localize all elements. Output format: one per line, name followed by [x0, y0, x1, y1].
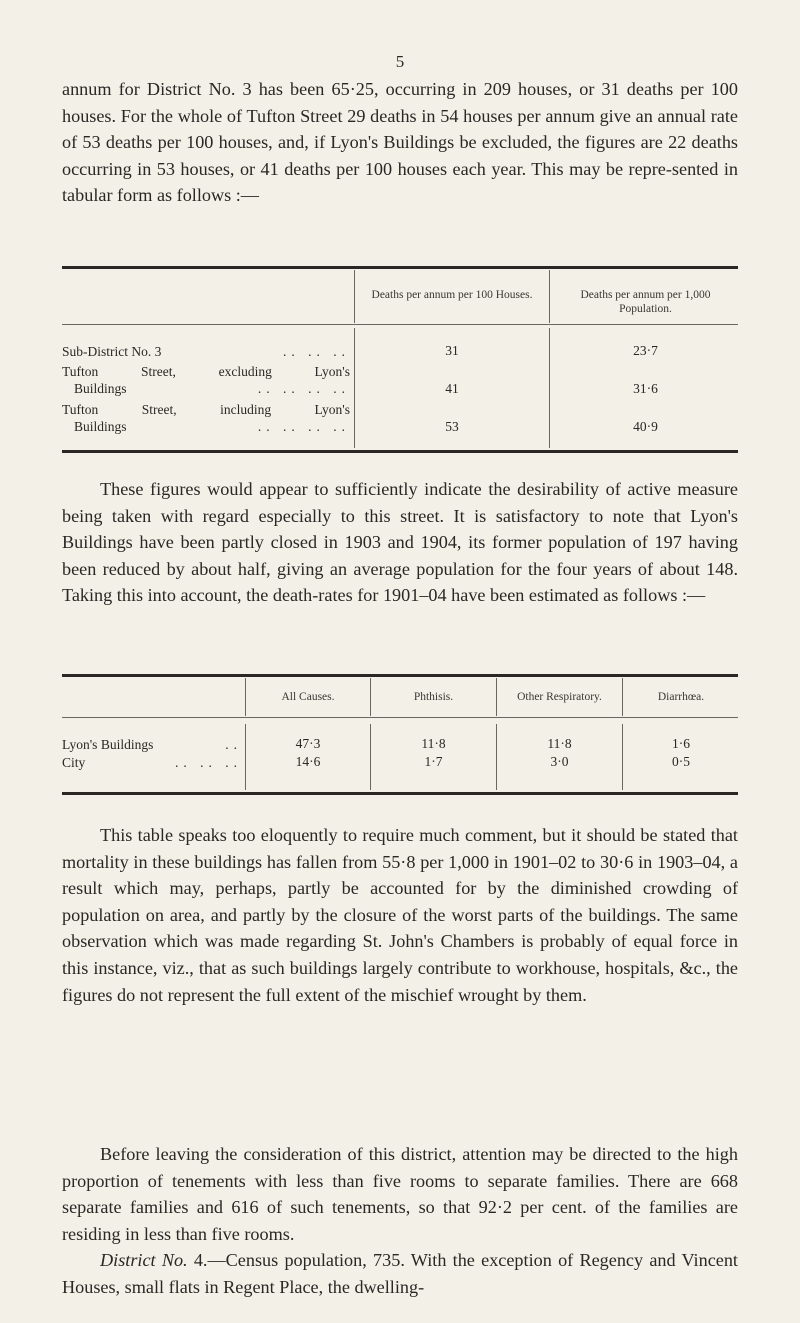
table-top-rule	[62, 266, 738, 269]
paragraph-5-text: 4.—Census population, 735. With the exception of Regency and Vincent Houses, small flats in Regent Place, the dwelling-	[62, 1250, 738, 1297]
deaths-per-houses-table	[62, 266, 738, 456]
paragraph-4: Before leaving the consideration of this district, attention may be directed to the high proportion of tenements with less than five rooms to separate families. There are 668 separate families and 616 of such tenements, so that 92·2 per cent. of the families are residing in less than five rooms.	[62, 1144, 738, 1244]
paragraph-5	[62, 1247, 738, 1300]
table-header-rule	[62, 324, 738, 325]
paragraph-3: This table speaks too eloquently to require much comment, but it should be stated that mortality in these buildings has fallen from 55·8 per 1,000 in 1901–02 to 30·6 in 1903–04, a result which may, perhaps, partly be accounted for by the diminished crowding of population on area, and partly by the closure of the worst parts of the buildings. The same observation which was made regarding St. John's Chambers is probably of equal force in this instance, viz., that as such buildings largely contribute to workhouse, hospitals, &c., the figures do not represent the full extent of the mischief wrought by them.	[62, 825, 738, 1005]
table-cell: 41	[445, 381, 459, 396]
table-top-rule	[62, 674, 738, 677]
table-bottom-rule	[62, 450, 738, 453]
table-cell: 14·6	[295, 754, 321, 769]
table-cell: 3·0	[550, 754, 569, 769]
table-header: Deaths per annum per 1,000 Population.	[580, 289, 711, 315]
table-bottom-rule	[62, 792, 738, 795]
table-cell: 11·8	[547, 736, 572, 751]
table-header: Other Respiratory.	[517, 691, 602, 703]
table-cell: 31	[445, 343, 459, 358]
table-cell: 53	[445, 419, 459, 434]
table-row: Sub-District No. 3 .. .. ..	[62, 344, 350, 359]
table-row: Lyon's Buildings ..	[62, 737, 242, 752]
table-cell: 1·7	[424, 754, 443, 769]
table-header: All Causes.	[281, 691, 335, 703]
row-label: Sub-District No. 3	[62, 344, 162, 359]
table-header: Deaths per annum per 100 Houses.	[371, 289, 533, 301]
table-row: City .. .. ..	[62, 755, 242, 770]
table-header-rule	[62, 717, 738, 718]
row-label: Lyon's Buildings	[62, 737, 154, 752]
paragraph-1: annum for District No. 3 has been 65·25, occurring in 209 houses, or 31 deaths per 100 houses. For the whole of Tufton Street 29 deaths in 54 houses per annum give an annual rate of 53 deaths per 100 houses, and, if Lyon's Buildings be excluded, the figures are 22 deaths occurring in 53 houses, or 41 deaths per 100 houses each year. This may be repre-sented in tabular form as follows :—	[62, 79, 738, 206]
table-row: Tufton Street, including Lyon's Buildings .. .. .. ..	[62, 402, 350, 434]
row-label: City	[62, 755, 86, 770]
table-row: Tufton Street, excluding Lyon's Buildings .. .. .. ..	[62, 364, 350, 396]
death-rates-table	[62, 674, 738, 800]
table-cell: 23·7	[633, 343, 658, 358]
table-cell: 1·6	[672, 736, 690, 751]
table-header: Diarrhœa.	[657, 691, 705, 703]
paragraph-2: These figures would appear to sufficiently indicate the desirability of active measure being taken with regard especially to this street. It is satisfactory to note that Lyon's Buildings have been partly closed in 1903 and 1904, its former population of 197 having been reduced by about half, giving an average population for the four years of about 148. Taking this into account, the death-rates for 1901–04 have been estimated as follows :—	[62, 479, 738, 606]
table-header: Phthisis.	[413, 691, 454, 703]
table-cell: 0·5	[672, 754, 690, 769]
row-label: Tufton Street, including Lyon's	[62, 402, 350, 417]
table-cell: 11·8	[421, 736, 446, 751]
row-label-continued: Buildings	[74, 381, 127, 396]
row-label: Tufton Street, excluding Lyon's	[62, 364, 350, 379]
page-number: 5	[395, 52, 405, 71]
table-cell: 31·6	[633, 381, 658, 396]
table-cell: 40·9	[633, 419, 658, 434]
district-heading: District No.	[100, 1250, 188, 1270]
row-label-continued: Buildings	[74, 419, 127, 434]
table-cell: 47·3	[295, 736, 321, 751]
